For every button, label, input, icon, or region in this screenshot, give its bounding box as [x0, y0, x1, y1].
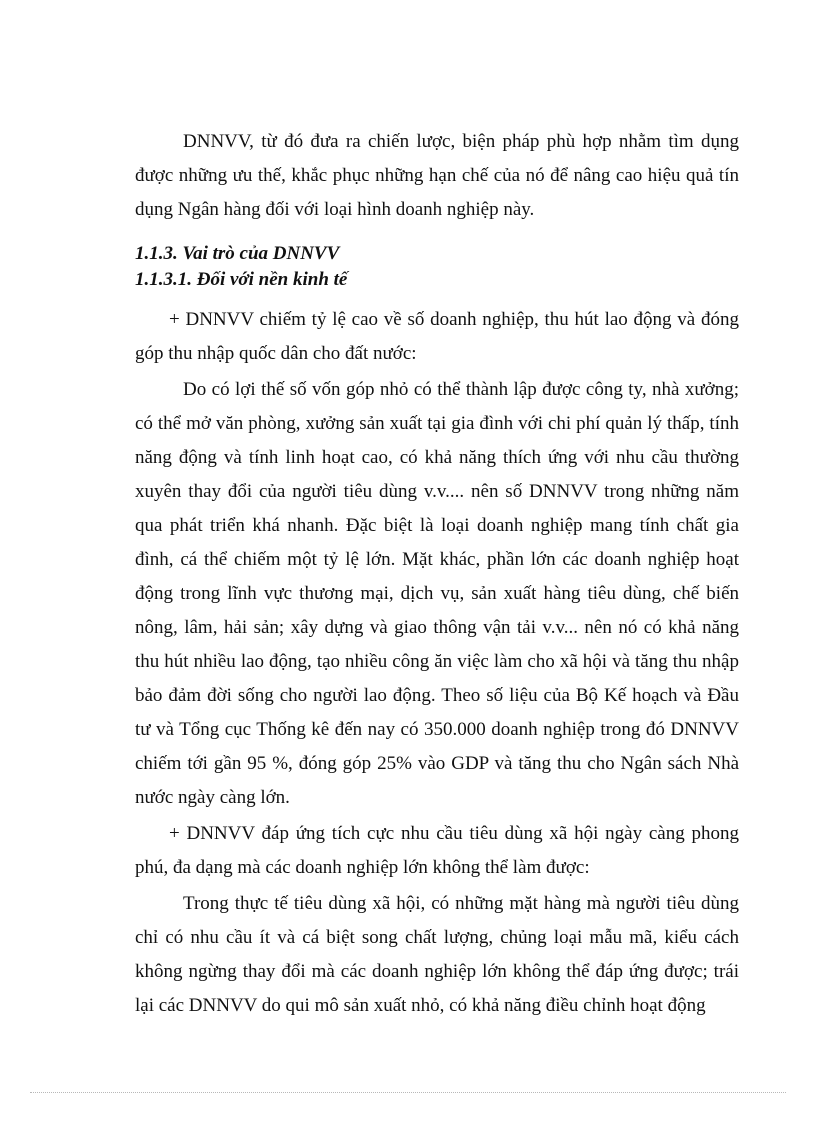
paragraph-bullet-2: + DNNVV đáp ứng tích cực nhu cầu tiêu dùng xã hội ngày càng phong phú, đa dạng mà các doanh nghiệp lớn không thể làm được: [135, 823, 739, 878]
section-heading-1-1-3-1: 1.1.3.1. Đối với nền kinh tế [135, 269, 348, 290]
paragraph-body-1: Do có lợi thế số vốn góp nhỏ có thể thành lập được công ty, nhà xưởng; có thể mở văn phòng, xưởng sản xuất tại gia đình với chi phí quản lý thấp, tính năng động và tính linh hoạt cao, có khả năng thích ứng với nhu cầu thường xuyên thay đổi của người tiêu dùng v.v.... nên số DNNVV trong những năm qua phát triển khá nhanh. Đặc biệt là loại doanh nghiệp mang tính chất gia đình, cá thể chiếm một tỷ lệ lớn. Mặt khác, phần lớn các doanh nghiệp hoạt động trong lĩnh vực thương mại, dịch vụ, sản xuất hàng tiêu dùng, chế biến nông, lâm, hải sản; xây dựng và giao thông vận tải v.v... nên nó có khả năng thu hút nhiều lao động, tạo nhiều công ăn việc làm cho xã hội và tăng thu nhập bảo đảm đời sống cho người lao động. Theo số liệu của Bộ Kế hoạch và Đầu tư và Tổng cục Thống kê đến nay có 350.000 doanh nghiệp trong đó DNNVV chiếm tới gần 95 %, đóng góp 25% vào GDP và tăng thu cho Ngân sách Nhà nước ngày càng lớn. [135, 379, 739, 808]
page-bottom-rule [30, 1092, 786, 1093]
paragraph-bullet-1: + DNNVV chiếm tỷ lệ cao về số doanh nghiệp, thu hút lao động và đóng góp thu nhập quốc dân cho đất nước: [135, 309, 739, 364]
page-content [135, 125, 739, 1023]
paragraph-intro: DNNVV, từ đó đưa ra chiến lược, biện pháp phù hợp nhằm tìm dụng được những ưu thế, khắc phục những hạn chế của nó để nâng cao hiệu quả tín dụng Ngân hàng đối với loại hình doanh nghiệp này. [135, 131, 739, 220]
paragraph-body-2: Trong thực tế tiêu dùng xã hội, có những mặt hàng mà người tiêu dùng chỉ có nhu cầu ít và cá biệt song chất lượng, chủng loại mẫu mã, kiểu cách không ngừng thay đổi mà các doanh nghiệp lớn không thể đáp ứng được; trái lại các DNNVV do qui mô sản xuất nhỏ, có khả năng điều chỉnh hoạt động [135, 893, 739, 1016]
section-heading-1-1-3: 1.1.3. Vai trò của DNNVV [135, 243, 340, 264]
